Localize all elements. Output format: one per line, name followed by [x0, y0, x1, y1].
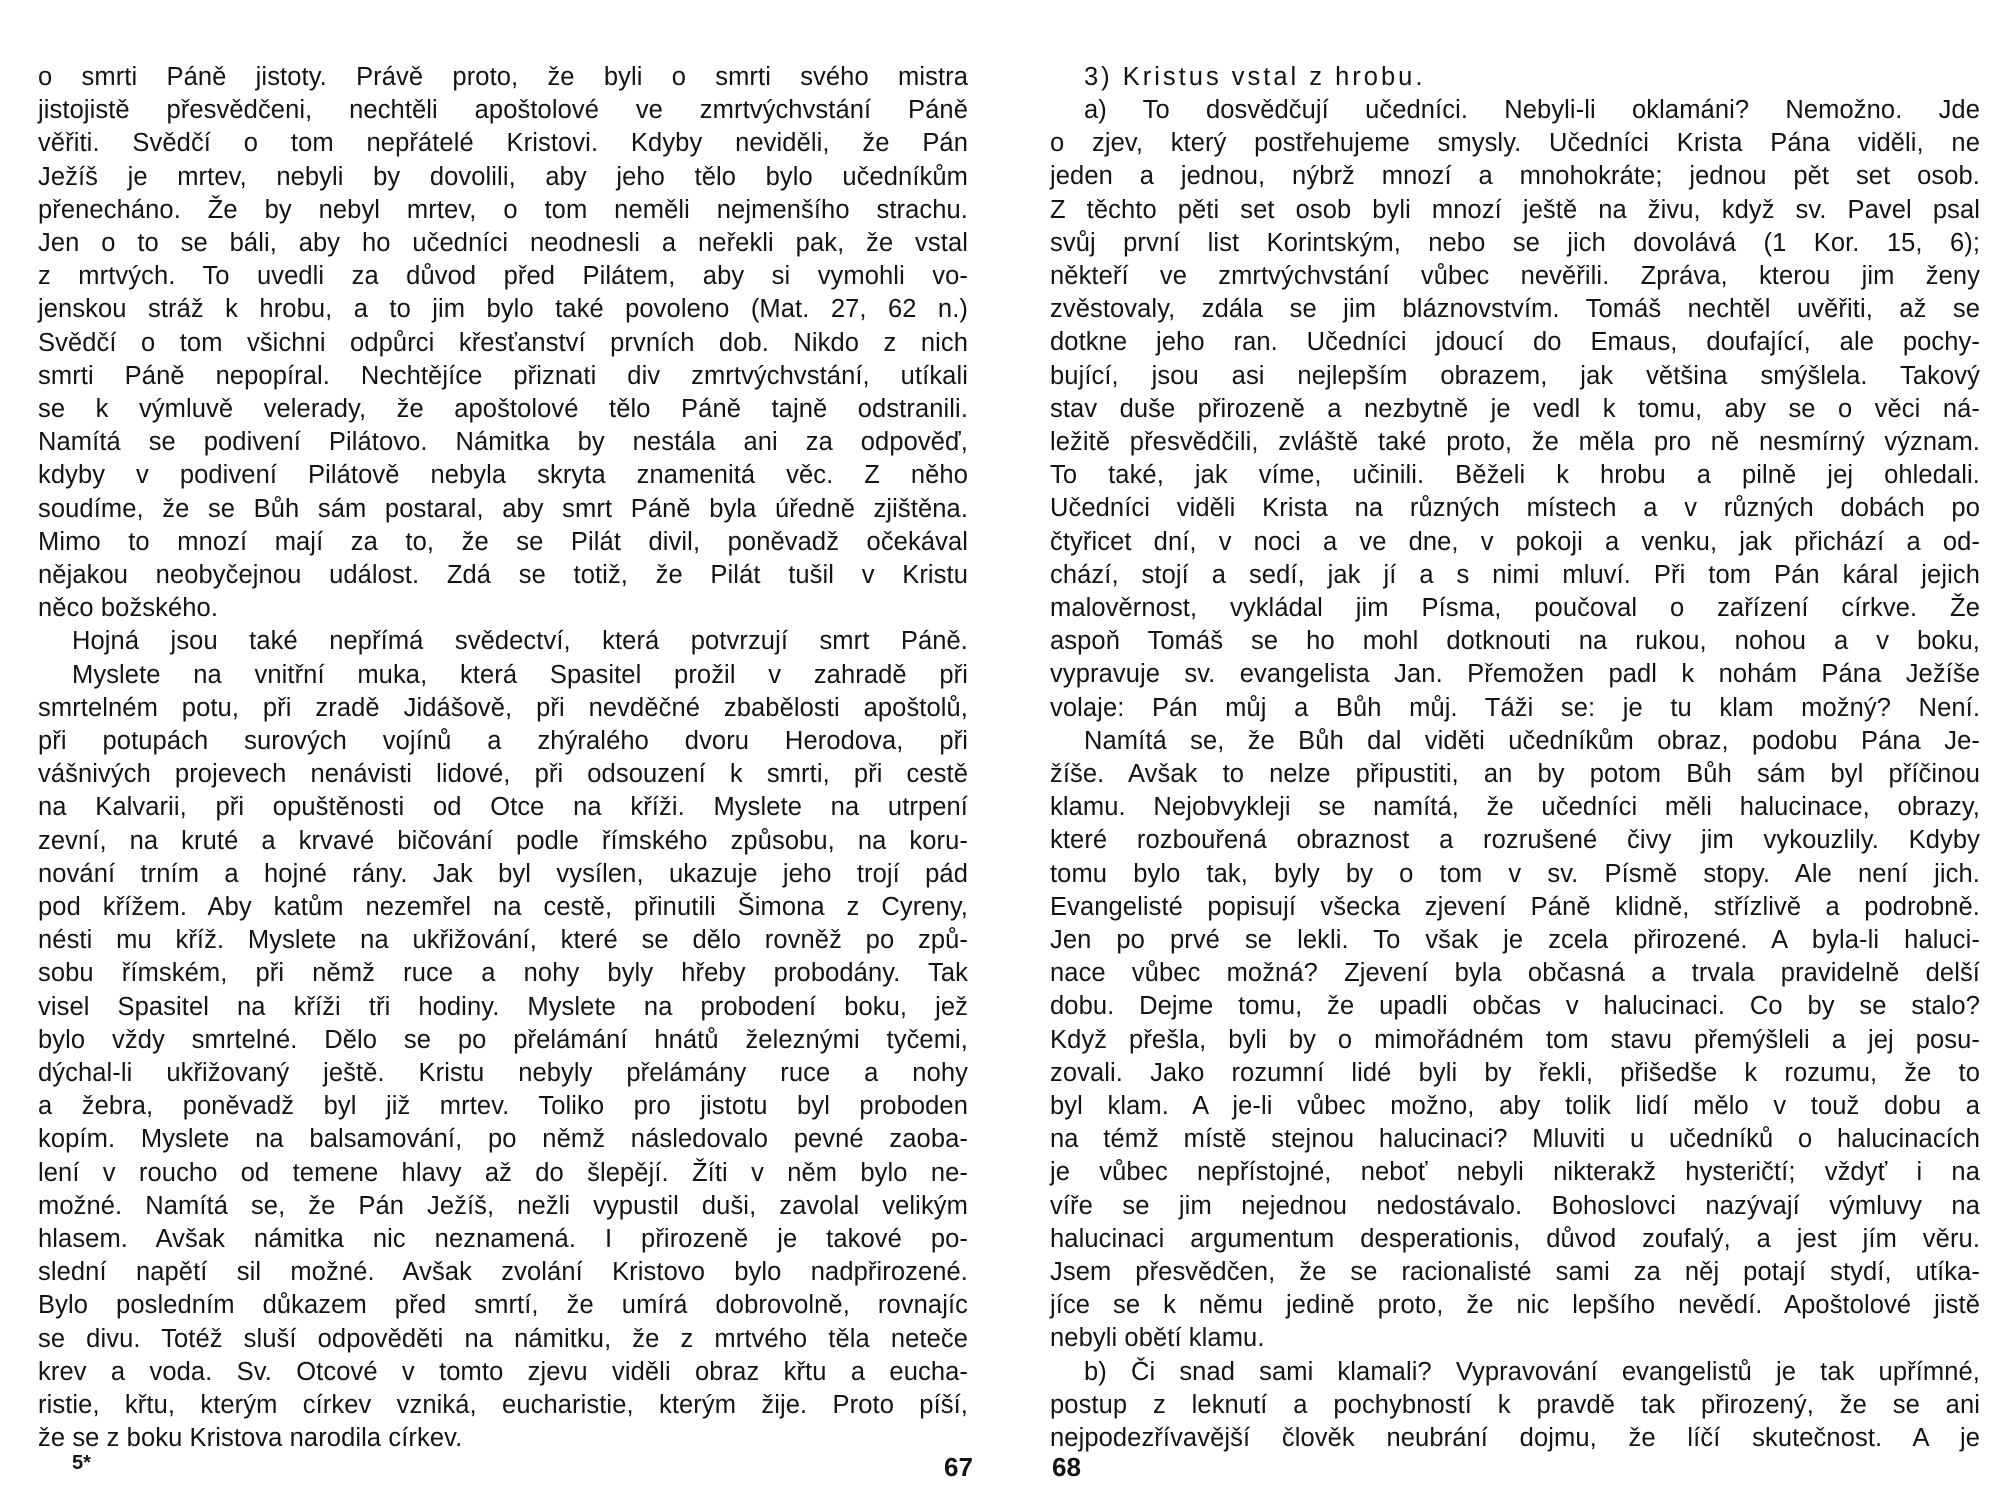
text-line: čtyřicet dní, v noci a ve dne, v pokoji a venku, jak přichází a od-	[1050, 527, 1980, 556]
page-number-right: 68	[1052, 1452, 1081, 1482]
text-line: Namítá se podivení Pilátovo. Námitka by nestála ani za odpověď,	[38, 428, 968, 457]
text-line: vypravuje sv. evangelista Jan. Přemožen padl k nohám Pána Ježíše	[1050, 660, 1980, 689]
text-line: Z těchto pěti set osob byli mnozí ještě na živu, když sv. Pavel psal	[1050, 195, 1980, 224]
text-line: Svědčí o tom všichni odpůrci křesťanství prvních dob. Nikdo z nich	[38, 328, 968, 357]
text-line: nejpodezřívavější člověk neubrání dojmu, že líčí skutečnost. A je	[1050, 1424, 1980, 1452]
signature-mark: 5*	[72, 1452, 91, 1474]
text-line: zovali. Jako rozumní lidé byli by řekli, přišedše k rozumu, že to	[1050, 1058, 1980, 1087]
text-line: byl klam. A je-li vůbec možno, aby tolik lidí mělo v touž dobu a	[1050, 1092, 1980, 1120]
text-line: nace vůbec možná? Zjevení byla občasná a trvala pravidelně delší	[1050, 959, 1980, 988]
text-line: Hojná jsou také nepřímá svědectví, která potvrzují smrt Páně.	[72, 627, 968, 656]
right-page	[1050, 0, 1980, 1500]
text-line: o zjev, který postřehujeme smysly. Učedníci Krista Pána viděli, ne	[1050, 129, 1980, 158]
text-line: někteří ve zmrtvýchvstání vůbec nevěřili. Zpráva, kterou jim ženy	[1050, 262, 1980, 290]
text-line: se k výmluvě velerady, že apoštolové tělo Páně tajně odstranili.	[38, 395, 968, 423]
text-line: soudíme, že se Bůh sám postaral, aby smrt Páně byla úředně zjištěna.	[38, 494, 968, 523]
text-line: při potupách surových vojínů a zhýralého dvoru Herodova, při	[38, 727, 968, 755]
text-line: To také, jak víme, učinili. Běželi k hrobu a pilně jej ohledali.	[1050, 461, 1980, 490]
text-line: zvěstovaly, zdála se jim bláznovstvím. Tomáš nechtěl uvěřiti, až se	[1050, 295, 1980, 324]
section-heading: 3) Kristus vstal z hrobu.	[1084, 63, 1426, 91]
text-line: dotkne jeho ran. Učedníci jdoucí do Emaus, doufající, ale pochy-	[1050, 328, 1980, 357]
text-line: o smrti Páně jistoty. Právě proto, že byli o smrti svého mistra	[38, 63, 968, 91]
text-line: lení v roucho od temene hlavy až do šlepějí. Žíti v něm bylo ne-	[38, 1158, 968, 1187]
text-line: visel Spasitel na kříži tři hodiny. Myslete na probodení boku, jež	[38, 992, 968, 1021]
text-line: bylo vždy smrtelné. Dělo se po přelámání hnátů železnými tyčemi,	[38, 1025, 968, 1054]
text-line: malověrnost, vykládal jim Písma, poučoval o zařízení církve. Že	[1050, 594, 1980, 622]
text-line: krev a voda. Sv. Otcové v tomto zjevu viděli obraz křtu a eucha-	[38, 1357, 968, 1386]
text-line: na témž místě stejnou halucinaci? Mluviti u učedníků o halucinacích	[1050, 1125, 1980, 1154]
text-line: vášnivých projevech nenávisti lidové, při odsouzení k smrti, při cestě	[38, 760, 968, 789]
text-line: smrti Páně nepopíral. Nechtějíce přiznati div zmrtvýchvstání, utíkali	[38, 361, 968, 390]
text-line: věřiti. Svědčí o tom nepřátelé Kristovi. Kdyby neviděli, že Pán	[38, 129, 968, 158]
text-line: které rozbouřená obraznost a rozrušené čivy jim vykouzlily. Kdyby	[1050, 826, 1980, 855]
text-line: tomu bylo tak, byly by o tom v sv. Písmě stopy. Ale není jich.	[1050, 859, 1980, 888]
text-line: postup z leknutí a pochybností k pravdě tak přirozený, že se ani	[1050, 1390, 1980, 1419]
text-line: b) Či snad sami klamali? Vypravování evangelistů je tak upřímné,	[1084, 1357, 1980, 1386]
text-line: Když přešla, byli by o mimořádném tom stavu přemýšleli a jej posu-	[1050, 1025, 1980, 1054]
text-line: smrtelném potu, při zradě Jidášově, při nevděčné zbabělosti apoštolů,	[38, 693, 968, 722]
text-line: chází, stojí a sedí, jak jí a s nimi mluví. Při tom Pán káral jejich	[1050, 560, 1980, 589]
text-line: víře se jim nejednou nedostávalo. Bohoslovci nazývají výmluvy na	[1050, 1191, 1980, 1220]
text-line: dýchal-li ukřižovaný ještě. Kristu nebyly přelámány ruce a nohy	[38, 1059, 968, 1087]
text-line: Myslete na vnitřní muka, která Spasitel prožil v zahradě při	[72, 660, 968, 689]
text-line: volaje: Pán můj a Bůh můj. Táži se: je tu klam možný? Není.	[1050, 693, 1980, 722]
text-line: ležitě přesvědčili, zvláště také proto, že měla pro ně nesmírný význam.	[1050, 428, 1980, 456]
text-line: Namítá se, že Bůh dal viděti učedníkům obraz, podobu Pána Je-	[1084, 726, 1980, 755]
text-line: Ježíš je mrtev, nebyli by dovolili, aby jeho tělo bylo učedníkům	[38, 162, 968, 191]
text-line: přenecháno. Že by nebyl mrtev, o tom neměli nejmenšího strachu.	[38, 195, 968, 224]
text-line: Evangelisté popisují všecka zjevení Páně klidně, střízlivě a podrobně.	[1050, 892, 1980, 921]
text-line: kopím. Myslete na balsamování, po němž následovalo pevné zaoba-	[38, 1125, 968, 1154]
text-line: pod křížem. Aby katům nezemřel na cestě, přinutili Šimona z Cyreny,	[38, 893, 968, 921]
text-line: něco božského.	[38, 594, 219, 623]
text-line: se divu. Totéž sluší odpověděti na námitku, že z mrtvého těla neteče	[38, 1324, 968, 1353]
text-line: bující, jsou asi nejlepším obrazem, jak většina smýšlela. Takový	[1050, 361, 1980, 390]
text-line: že se z boku Kristova narodila církev.	[38, 1424, 463, 1453]
text-line: nování trním a hojné rány. Jak byl vysílen, ukazuje jeho trojí pád	[38, 859, 968, 888]
text-line: z mrtvých. To uvedli za důvod před Pilátem, aby si vymohli vo-	[38, 262, 968, 291]
text-line: a žebra, poněvadž byl již mrtev. Toliko pro jistotu byl proboden	[38, 1092, 968, 1121]
text-line: sobu římském, při němž ruce a nohy byly hřeby probodány. Tak	[38, 959, 968, 988]
text-line: Mimo to mnozí mají za to, že se Pilát divil, poněvadž očekával	[38, 527, 968, 556]
text-line: Jsem přesvědčen, že se racionalisté sami za něj potají stydí, utíka-	[1050, 1258, 1980, 1286]
text-line: možné. Namítá se, že Pán Ježíš, nežli vypustil duši, zavolal velikým	[38, 1191, 968, 1220]
page-number-left: 67	[944, 1452, 973, 1482]
text-line: jistojistě přesvědčeni, nechtěli apoštolové ve zmrtvýchvstání Páně	[38, 96, 968, 125]
left-page	[38, 0, 968, 1500]
text-line: nésti mu kříž. Myslete na ukřižování, které se dělo rovněž po způ-	[38, 926, 968, 955]
text-line: stav duše přirozeně a nezbytně je vedl k tomu, aby se o věci ná-	[1050, 394, 1980, 423]
text-line: jíce se k němu jedině proto, že nic lepšího nevědí. Apoštolové jistě	[1050, 1291, 1980, 1320]
text-line: Bylo posledním důkazem před smrtí, že umírá dobrovolně, rovnajíc	[38, 1291, 968, 1320]
text-line: na Kalvarii, při opuštěnosti od Otce na kříži. Myslete na utrpení	[38, 793, 968, 822]
text-line: jeden a jednou, nýbrž mnozí a mnohokráte; jednou pět set osob.	[1050, 162, 1980, 191]
text-line: zevní, na kruté a krvavé bičování podle římského způsobu, na koru-	[38, 826, 968, 855]
text-line: žíše. Avšak to nelze připustiti, an by potom Bůh sám byl příčinou	[1050, 760, 1980, 788]
text-line: klamu. Nejobvykleji se namítá, že učedníci měli halucinace, obrazy,	[1050, 793, 1980, 822]
text-line: a) To dosvědčují učedníci. Nebyli-li oklamáni? Nemožno. Jde	[1084, 96, 1980, 124]
text-line: ristie, křtu, kterým církev vzniká, eucharistie, kterým žije. Proto píší,	[38, 1391, 968, 1419]
text-line: aspoň Tomáš se ho mohl dotknouti na rukou, nohou a v boku,	[1050, 627, 1980, 656]
text-line: Jen o to se báli, aby ho učedníci neodnesli a neřekli pak, že vstal	[38, 229, 968, 257]
text-line: Učedníci viděli Krista na různých místech a v různých dobách po	[1050, 494, 1980, 523]
text-line: svůj první list Korintským, nebo se jich dovolává (1 Kor. 15, 6);	[1050, 228, 1980, 257]
text-line: slední napětí sil možné. Avšak zvolání Kristovo bylo nadpřirozené.	[38, 1258, 968, 1287]
text-line: halucinaci argumentum desperationis, důvod zoufalý, a jest jím věru.	[1050, 1224, 1980, 1253]
text-line: hlasem. Avšak námitka nic neznamená. I přirozeně je takové po-	[38, 1225, 968, 1253]
text-line: dobu. Dejme tomu, že upadli občas v halucinaci. Co by se stalo?	[1050, 992, 1980, 1021]
text-line: Jen po prvé se lekli. To však je zcela přirozené. A byla-li haluci-	[1050, 926, 1980, 954]
text-line: nějakou neobyčejnou událost. Zdá se totiž, že Pilát tušil v Kristu	[38, 561, 968, 589]
text-line: kdyby v podivení Pilátově nebyla skryta znamenitá věc. Z něho	[38, 461, 968, 490]
text-line: nebyli obětí klamu.	[1050, 1324, 1265, 1353]
text-line: je vůbec nepřístojné, neboť nebyli nikterakž hysteričtí; vždyť i na	[1050, 1158, 1980, 1187]
text-line: jenskou stráž k hrobu, a to jim bylo také povoleno (Mat. 27, 62 n.)	[38, 295, 968, 324]
